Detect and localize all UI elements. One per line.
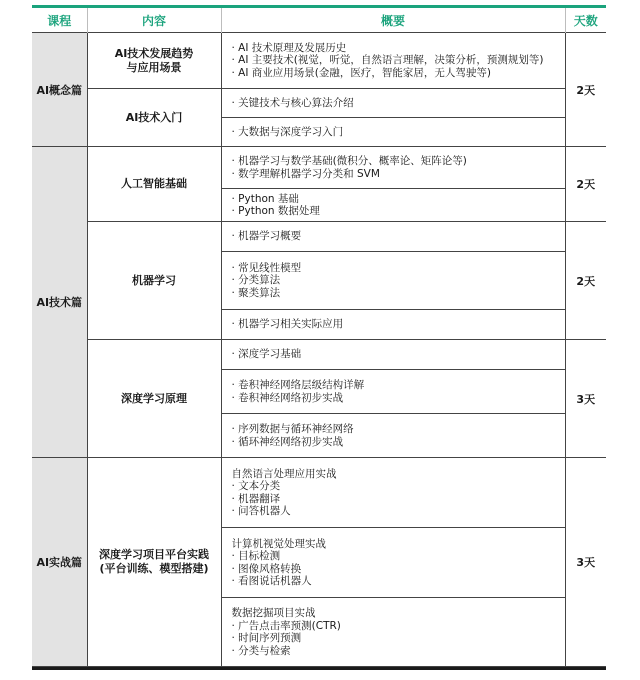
overview-item: 数据挖掘项目实战: [231, 607, 316, 619]
overview-cell: [221, 458, 565, 528]
table-row: [32, 33, 606, 89]
course-name: AI概念篇: [36, 83, 83, 97]
overview-cell: [221, 222, 565, 252]
overview-item: · 聚类算法: [231, 286, 281, 299]
course-cell: [32, 33, 87, 147]
content-title-line: 与应用场景: [126, 60, 182, 74]
days-value: 2天: [576, 274, 596, 288]
table-row: [32, 89, 606, 118]
content-title-line: AI技术入门: [125, 110, 183, 124]
table-row: [32, 147, 606, 189]
overview-item: · AI 技术原理及发展历史: [231, 41, 347, 54]
days-value: 3天: [576, 392, 596, 406]
overview-cell: [221, 118, 565, 147]
content-title-line: 机器学习: [132, 273, 176, 287]
table-row: [32, 340, 606, 370]
days-cell: [565, 147, 606, 222]
days-value: 2天: [576, 178, 596, 191]
days-cell: [565, 33, 606, 147]
content-title-line: (平台训练、模型搭建): [99, 562, 209, 575]
bottom-rule: [32, 667, 606, 670]
header-content: 内容: [87, 8, 221, 33]
table-row: [32, 458, 606, 528]
overview-item: · 常见线性模型: [231, 261, 302, 274]
overview-item: · AI 商业应用场景(金融，医疗，智能家居，无人驾驶等): [231, 66, 491, 79]
overview-item: · 机器学习相关实际应用: [231, 318, 344, 331]
overview-cell: [221, 598, 565, 667]
overview-item: · 序列数据与循环神经网络: [231, 423, 354, 435]
overview-cell: [221, 33, 565, 89]
content-cell: [87, 89, 221, 147]
overview-item: · 目标检测: [231, 550, 281, 562]
days-value: 3天: [576, 556, 596, 569]
overview-item: · 分类与检索: [231, 644, 291, 657]
overview-item: · 图像风格转换: [231, 562, 302, 575]
content-title-line: AI技术发展趋势: [114, 46, 194, 60]
content-title-line: 深度学习原理: [121, 391, 187, 405]
overview-item: 自然语言处理应用实战: [231, 467, 337, 480]
overview-cell: [221, 528, 565, 598]
table-body: [32, 33, 606, 667]
course-table: [32, 8, 606, 667]
course-cell: [32, 458, 87, 667]
course-table-container: [32, 5, 606, 670]
content-cell: [87, 340, 221, 458]
overview-cell: [221, 370, 565, 414]
overview-item: · 问答机器人: [231, 505, 291, 517]
overview-cell: [221, 414, 565, 458]
course-name: AI实战篇: [36, 556, 83, 569]
overview-item: · 关键技术与核心算法介绍: [231, 96, 354, 109]
course-cell: [32, 147, 87, 458]
overview-item: · 机器翻译: [231, 492, 281, 505]
days-cell: [565, 222, 606, 340]
overview-cell: [221, 189, 565, 222]
overview-item: · 看图说话机器人: [231, 575, 312, 587]
header-days: 天数: [565, 8, 606, 33]
content-cell: [87, 33, 221, 89]
overview-cell: [221, 310, 565, 340]
header-course: 课程: [32, 8, 87, 33]
overview-item: · 分类算法: [231, 274, 281, 287]
overview-item: · 数学理解机器学习分类和 SVM: [231, 167, 380, 180]
overview-item: · Python 基础: [231, 192, 299, 205]
overview-item: · 大数据与深度学习入门: [231, 125, 344, 138]
header-overview: 概要: [221, 8, 565, 33]
days-value: 2天: [576, 83, 596, 97]
overview-cell: [221, 252, 565, 310]
overview-item: · 时间序列预测: [231, 632, 302, 644]
content-title-line: 深度学习项目平台实践: [99, 548, 209, 561]
table-row: [32, 222, 606, 252]
content-cell: [87, 222, 221, 340]
overview-cell: [221, 340, 565, 370]
course-name: AI技术篇: [36, 296, 83, 309]
overview-item: · 机器学习与数学基础(微积分、概率论、矩阵论等): [231, 155, 467, 167]
overview-item: · AI 主要技术(视觉，听觉，自然语言理解，决策分析，预测规划等): [231, 54, 544, 67]
overview-cell: [221, 147, 565, 189]
content-cell: [87, 458, 221, 667]
overview-item: · 卷积神经网络初步实战: [231, 391, 344, 404]
days-cell: [565, 340, 606, 458]
content-cell: [87, 147, 221, 222]
header-row: [32, 8, 606, 33]
overview-cell: [221, 89, 565, 118]
overview-item: · 文本分类: [231, 480, 281, 492]
overview-item: · 卷积神经网络层级结构详解: [231, 379, 365, 391]
overview-item: 计算机视觉处理实战: [231, 537, 326, 550]
content-title-line: 人工智能基础: [121, 177, 187, 190]
overview-item: · 广告点击率预测(CTR): [231, 619, 341, 632]
overview-item: · 机器学习概要: [231, 230, 302, 243]
overview-item: · 循环神经网络初步实战: [231, 435, 344, 448]
overview-item: · 深度学习基础: [231, 348, 302, 361]
overview-item: · Python 数据处理: [231, 205, 320, 217]
days-cell: [565, 458, 606, 667]
